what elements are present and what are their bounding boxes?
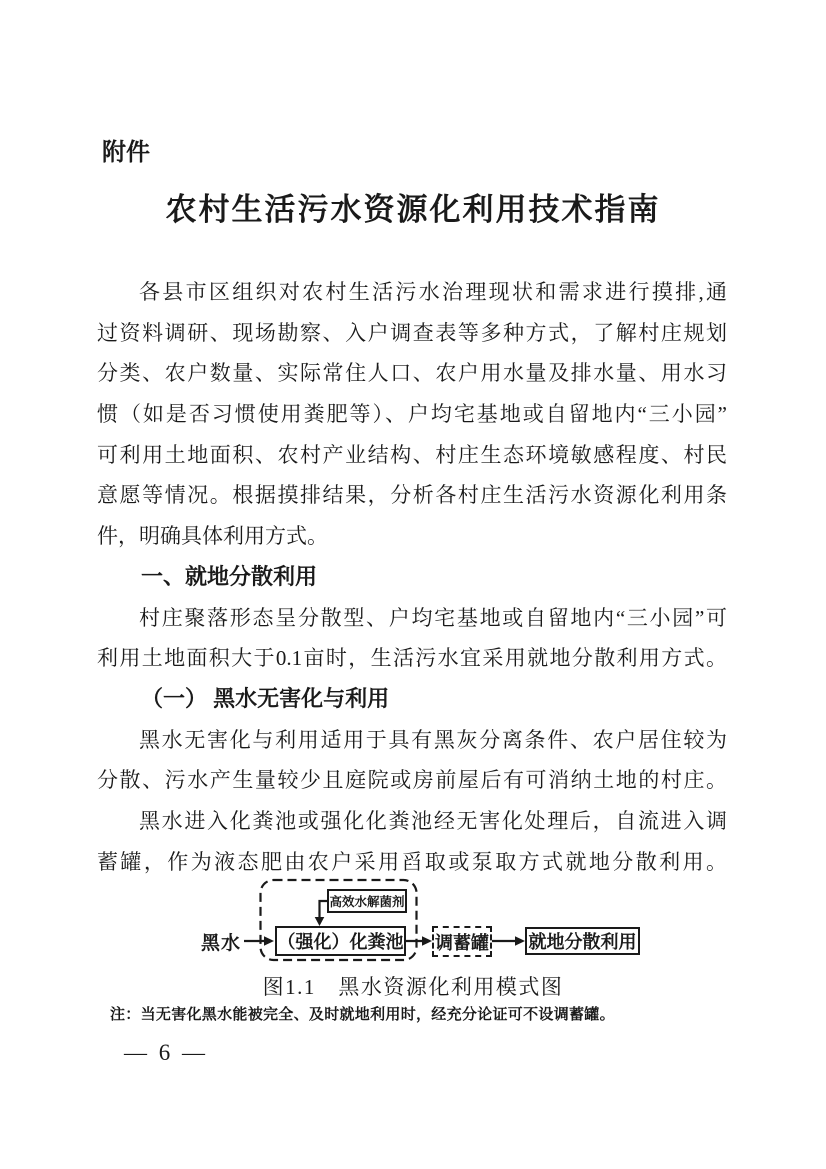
- intro-line: 各县市区组织对农村生活污水治理现状和需求进行摸排,通: [139, 280, 727, 304]
- arrow-right-icon: [244, 936, 274, 946]
- figure-1-1-flow-diagram: [97, 876, 729, 968]
- intro-line: 惯（如是否习惯使用粪肥等）、户均宅基地或自留地内“三小园”: [97, 402, 727, 427]
- arrow-right-icon: [492, 936, 525, 946]
- diagram-additive-box: 高效水解菌剂: [327, 889, 407, 913]
- diagram-blackwater-label: 黑水: [201, 933, 242, 954]
- figure-caption: 图1.1 黑水资源化利用模式图: [262, 975, 564, 999]
- diagram-storage-tank-box: 调蓄罐: [432, 926, 492, 957]
- subsection-line: 蓄罐，作为液态肥由农户采用舀取或泵取方式就地分散利用。: [97, 849, 727, 874]
- intro-line: 过资料调研、现场勘察、入户调查表等多种方式，了解村庄规划: [97, 320, 727, 345]
- arrow-right-icon: [406, 936, 432, 946]
- section-line: 村庄聚落形态呈分散型、户均宅基地或自留地内“三小园”可: [139, 605, 727, 630]
- section-line: 利用土地面积大于0.1亩时，生活污水宜采用就地分散利用方式。: [97, 646, 727, 671]
- attachment-label: 附件: [102, 139, 150, 166]
- diagram-septic-tank-box: （强化）化粪池: [275, 926, 406, 956]
- subsection-line: 黑水进入化粪池或强化化粪池经无害化处理后，自流进入调: [139, 808, 727, 833]
- arrow-down-icon: [315, 901, 327, 926]
- subsection-line: 黑水无害化与利用适用于具有黑灰分离条件、农户居住较为: [139, 727, 727, 752]
- intro-line: 意愿等情况。根据摸排结果，分析各村庄生活污水资源化利用条: [97, 483, 727, 508]
- section-heading: 一、就地分散利用: [141, 563, 318, 589]
- diagram-onsite-use-box: 就地分散利用: [525, 927, 640, 955]
- intro-line: 件，明确具体利用方式。: [97, 524, 328, 549]
- subsection-line: 分散、污水产生量较少且庭院或房前屋后有可消纳土地的村庄。: [97, 768, 727, 793]
- page-number: — 6 —: [124, 1040, 208, 1065]
- intro-line: 分类、农户数量、实际常住人口、农户用水量及排水量、用水习: [97, 361, 727, 386]
- page-title: 农村生活污水资源化利用技术指南: [165, 192, 661, 227]
- intro-line: 可利用土地面积、农村产业结构、村庄生态环境敏感程度、村民: [97, 442, 727, 467]
- figure-note: 注：当无害化黑水能被完全、及时就地利用时，经充分论证可不设调蓄罐。: [110, 1006, 615, 1023]
- document-body: [97, 272, 727, 882]
- subsection-heading: （一） 黑水无害化与利用: [141, 685, 390, 711]
